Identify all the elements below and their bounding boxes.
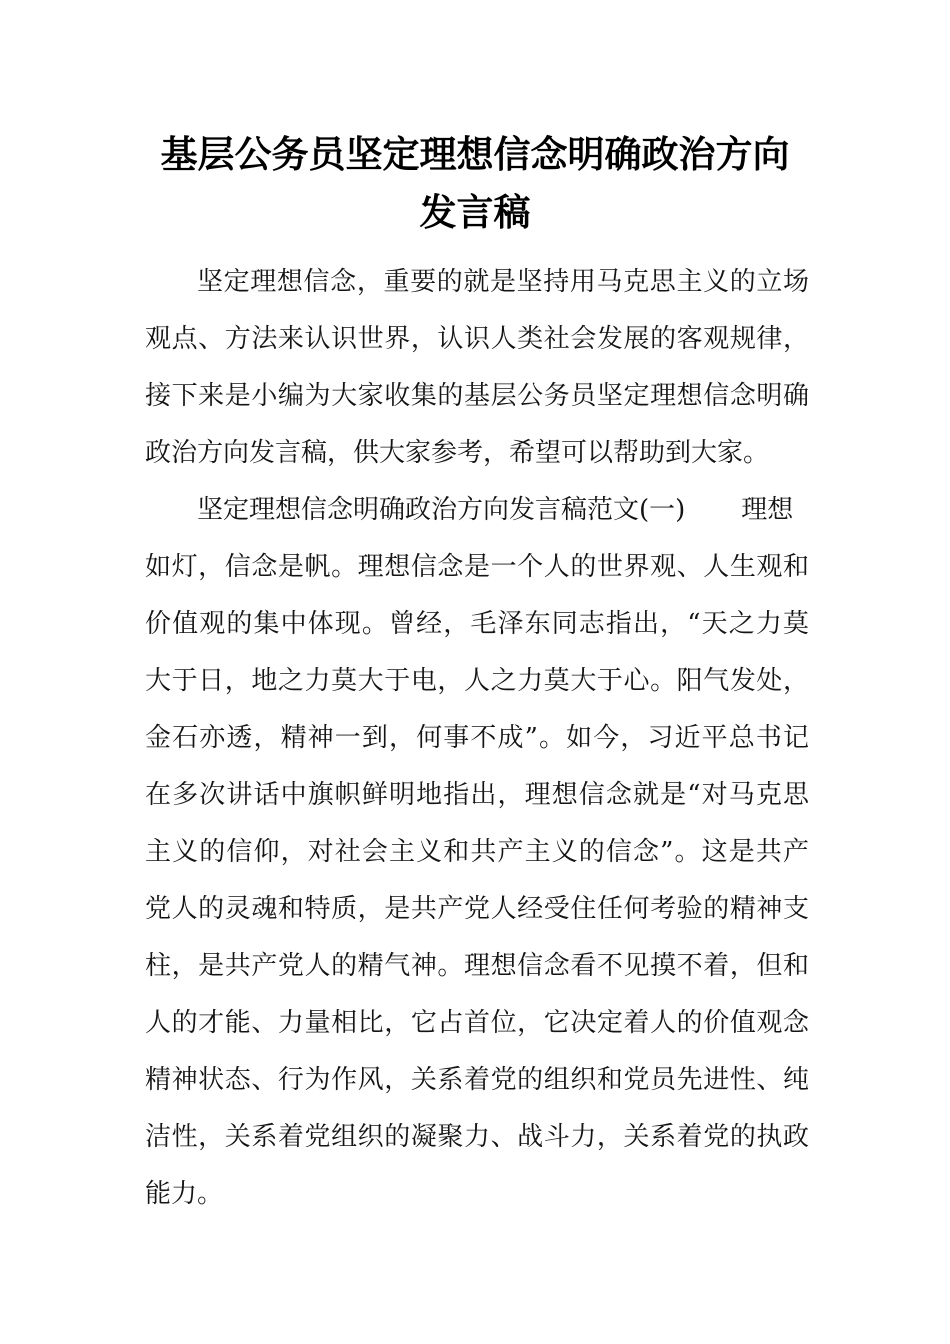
section-heading: 坚定理想信念明确政治方向发言稿范文(一) (197, 495, 686, 525)
paragraph-2-line-10: 人的才能、力量相比，它占首位，它决定着人的价值观念 (145, 1008, 809, 1038)
paragraph-2-line-3: 价值观的集中体现。曾经，毛泽东同志指出，“天之力莫 (145, 609, 809, 639)
paragraph-1-line-1: 坚定理想信念，重要的就是坚持用马克思主义的立场 (197, 267, 809, 297)
document-title-line-1: 基层公务员坚定理想信念明确政治方向 (160, 133, 790, 176)
paragraph-1-line-3: 接下来是小编为大家收集的基层公务员坚定理想信念明确 (145, 381, 809, 411)
paragraph-2-line-13: 能力。 (145, 1179, 224, 1209)
paragraph-2-line-7: 主义的信仰，对社会主义和共产主义的信念”。这是共产 (145, 837, 809, 867)
paragraph-2-line-9: 柱，是共产党人的精气神。理想信念看不见摸不着，但和 (145, 951, 809, 981)
paragraph-2-line-2: 如灯，信念是帆。理想信念是一个人的世界观、人生观和 (145, 552, 809, 582)
paragraph-2-line-1 (197, 493, 809, 527)
paragraph-2-line-4: 大于日，地之力莫大于电，人之力莫大于心。阳气发处， (145, 666, 809, 696)
paragraph-2-first-text: 理想 (741, 495, 794, 525)
document-title-line-2: 发言稿 (419, 191, 531, 234)
paragraph-2-line-12: 洁性，关系着党组织的凝聚力、战斗力，关系着党的执政 (145, 1122, 809, 1152)
paragraph-1-line-4: 政治方向发言稿，供大家参考，希望可以帮助到大家。 (145, 438, 770, 468)
paragraph-2-line-8: 党人的灵魂和特质，是共产党人经受住任何考验的精神支 (145, 894, 809, 924)
paragraph-2-line-6: 在多次讲话中旗帜鲜明地指出，理想信念就是“对马克思 (145, 780, 809, 810)
paragraph-2-line-5: 金石亦透，精神一到，何事不成”。如今，习近平总书记 (145, 723, 809, 753)
paragraph-2-line-11: 精神状态、行为作风，关系着党的组织和党员先进性、纯 (145, 1065, 809, 1095)
paragraph-1-line-2: 观点、方法来认识世界，认识人类社会发展的客观规律， (145, 324, 809, 354)
